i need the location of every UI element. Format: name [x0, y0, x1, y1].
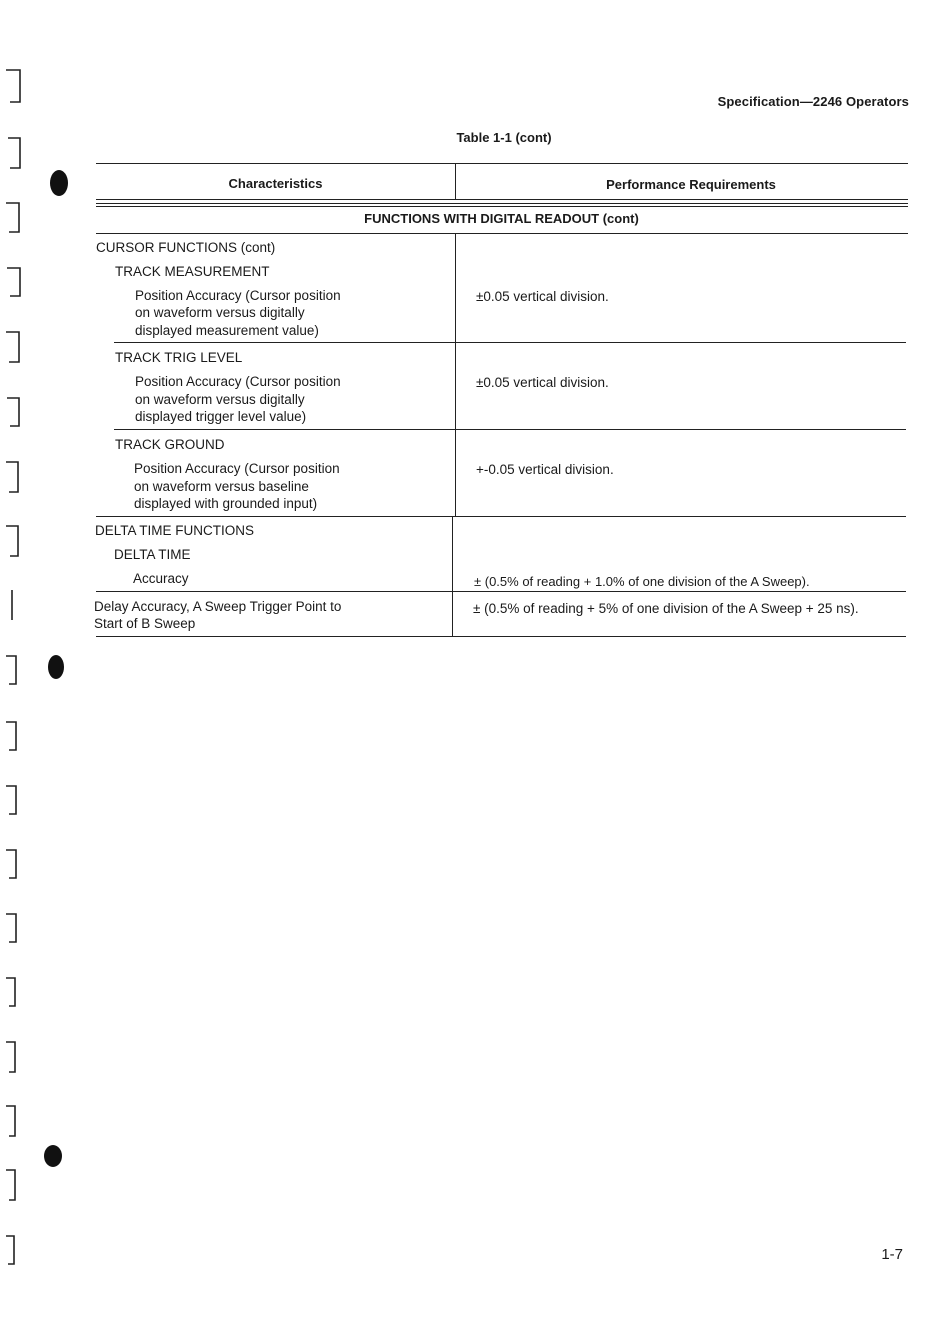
column-header-performance-requirements: Performance Requirements: [606, 177, 776, 192]
row-subgroup-label: TRACK MEASUREMENT: [115, 264, 270, 279]
row-requirement: ± (0.5% of reading + 5% of one division of the A Sweep + 25 ns).: [473, 601, 859, 616]
punch-hole-mark: [50, 170, 68, 196]
running-head: Specification—2246 Operators: [717, 94, 909, 109]
row-characteristic-line: on waveform versus digitally: [135, 305, 305, 320]
page-number: 1-7: [881, 1246, 903, 1263]
row-characteristic-line: displayed trigger level value): [135, 409, 307, 424]
punch-hole-mark: [48, 655, 64, 679]
row-requirement: ± (0.5% of reading + 1.0% of one division of the A Sweep).: [474, 574, 810, 589]
column-header-characteristics: Characteristics: [228, 176, 323, 191]
row-characteristic-line: Start of B Sweep: [94, 616, 196, 631]
row-characteristic-line: Position Accuracy (Cursor position: [134, 461, 340, 476]
row-characteristic-line: Position Accuracy (Cursor position: [135, 288, 341, 303]
row-subgroup-label: DELTA TIME: [114, 547, 191, 562]
table-title: Table 1-1 (cont): [456, 130, 552, 145]
row-subgroup-label: TRACK GROUND: [115, 437, 225, 452]
row-characteristic-line: on waveform versus baseline: [134, 479, 309, 494]
punch-hole-mark: [44, 1145, 62, 1167]
binder-margin-artifacts: [0, 0, 40, 1344]
row-characteristic-line: displayed with grounded input): [134, 496, 318, 511]
row-subgroup-label: TRACK TRIG LEVEL: [115, 350, 243, 365]
row-characteristic-line: on waveform versus digitally: [135, 392, 305, 407]
row-requirement: ±0.05 vertical division.: [476, 375, 609, 390]
row-group-label: DELTA TIME FUNCTIONS: [95, 523, 255, 538]
row-characteristic-line: displayed measurement value): [135, 323, 319, 338]
row-group-label: CURSOR FUNCTIONS (cont): [96, 240, 276, 255]
row-characteristic-line: Delay Accuracy, A Sweep Trigger Point to: [94, 599, 342, 614]
row-requirement: ±0.05 vertical division.: [476, 289, 609, 304]
row-characteristic-line: Position Accuracy (Cursor position: [135, 374, 341, 389]
row-characteristic-line: Accuracy: [133, 571, 189, 586]
table-section-heading: FUNCTIONS WITH DIGITAL READOUT (cont): [364, 211, 639, 226]
row-requirement: +-0.05 vertical division.: [476, 462, 614, 477]
